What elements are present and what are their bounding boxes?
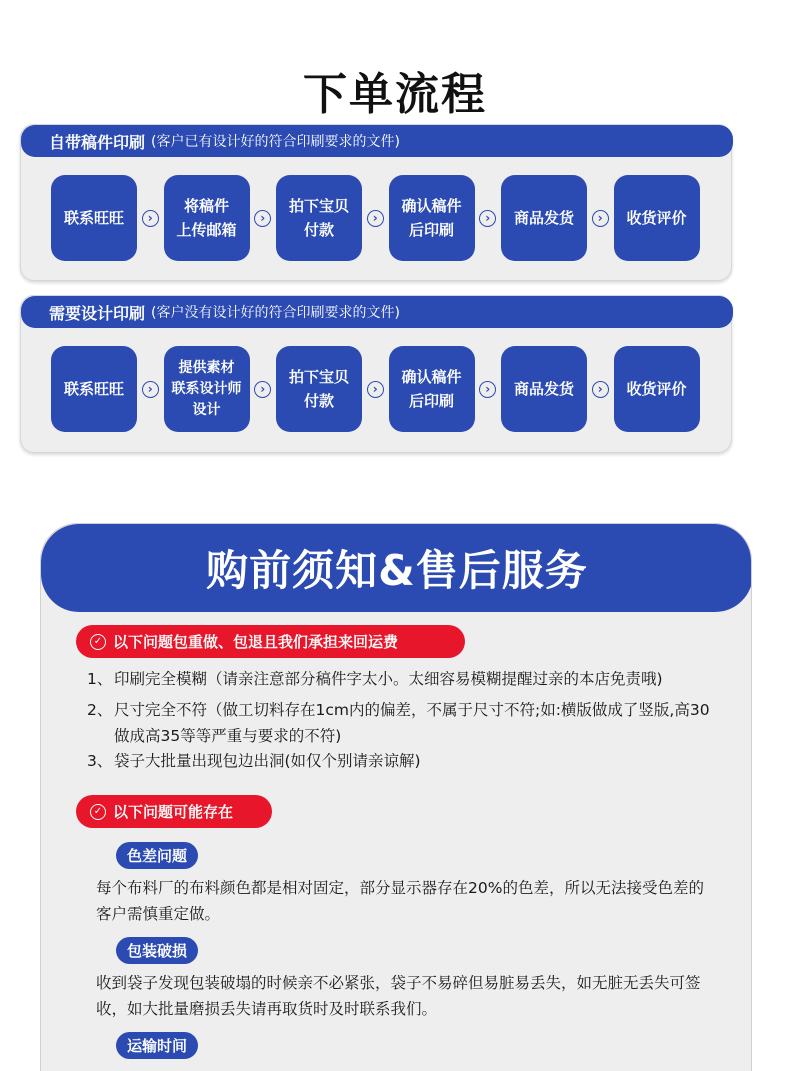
step-contact-wangwang: 联系旺旺 <box>51 346 137 432</box>
topic-tag-shipping-time: 运输时间 <box>116 1032 198 1059</box>
notice-header <box>41 524 752 612</box>
arrow-icon: › <box>137 381 164 398</box>
arrow-icon: › <box>475 210 502 227</box>
rule-text: 尺寸完全不符（做工切料存在1cm内的偏差，不属于尺寸不符;如:横版做成了竖版,高30做成高35等等严重与要求的不符) <box>114 701 710 745</box>
flow-note: (客户已有设计好的符合印刷要求的文件) <box>151 134 400 150</box>
page-title: 下单流程 <box>303 69 487 120</box>
notice-panel <box>40 523 752 1071</box>
arrow-icon: › <box>587 210 614 227</box>
flow-steps <box>51 346 700 432</box>
topic-text: 收到袋子发现包装破塌的时候亲不必紧张，袋子不易碎但易脏易丢失，如无脏无丢失可签收，如大批量磨损丢失请再取货时及时联系我们。 <box>96 974 701 1018</box>
step-ship: 商品发货 <box>501 346 587 432</box>
topic-tag-package-damage: 包装破损 <box>116 937 198 964</box>
rule-item <box>87 697 717 749</box>
rule-text: 袋子大批量出现包边出洞(如仅个别请亲谅解) <box>114 752 421 770</box>
flow-header <box>21 125 733 157</box>
flow-note: (客户没有设计好的符合印刷要求的文件) <box>151 305 400 321</box>
section-label-guarantee <box>76 625 465 658</box>
section-label-possible-issues <box>76 795 272 828</box>
step-ship: 商品发货 <box>501 175 587 261</box>
flow-panel-need-design <box>20 295 732 453</box>
arrow-icon: › <box>362 210 389 227</box>
check-circle-icon: ✓ <box>90 634 106 650</box>
step-confirm-print: 确认稿件 后印刷 <box>389 346 475 432</box>
rule-item <box>87 748 717 774</box>
step-upload-email: 将稿件 上传邮箱 <box>164 175 250 261</box>
check-circle-icon: ✓ <box>90 804 106 820</box>
arrow-icon: › <box>137 210 164 227</box>
section-label-text: 以下问题包重做、包退且我们承担来回运费 <box>113 633 399 651</box>
step-review: 收货评价 <box>614 346 700 432</box>
topic-text: 每个布料厂的布料颜色都是相对固定，部分显示器存在20%的色差，所以无法接受色差的客户需慎重定做。 <box>96 879 704 923</box>
arrow-icon: › <box>475 381 502 398</box>
step-provide-materials: 提供素材 联系设计师 设计 <box>164 346 250 432</box>
rule-item <box>87 666 717 692</box>
topic-tag-color-difference: 色差问题 <box>116 842 198 869</box>
flow-title: 需要设计印刷 <box>49 303 146 323</box>
rule-number: 3、 <box>87 752 113 770</box>
arrow-icon: › <box>587 381 614 398</box>
arrow-icon: › <box>250 381 277 398</box>
step-order-pay: 拍下宝贝 付款 <box>276 175 362 261</box>
flow-panel-own-files <box>20 124 732 281</box>
flow-title: 自带稿件印刷 <box>49 132 146 152</box>
section-label-text: 以下问题可能存在 <box>113 803 234 821</box>
notice-title: 购前须知&售后服务 <box>206 546 588 595</box>
rule-number: 2、 <box>87 701 113 719</box>
rule-text: 印刷完全模糊（请亲注意部分稿件字太小。太细容易模糊提醒过亲的本店免责哦) <box>114 670 663 688</box>
rule-number: 1、 <box>87 670 113 688</box>
step-contact-wangwang: 联系旺旺 <box>51 175 137 261</box>
step-order-pay: 拍下宝贝 付款 <box>276 346 362 432</box>
flow-steps <box>51 175 700 261</box>
arrow-icon: › <box>362 381 389 398</box>
step-review: 收货评价 <box>614 175 700 261</box>
arrow-icon: › <box>250 210 277 227</box>
flow-header <box>21 296 733 328</box>
step-confirm-print: 确认稿件 后印刷 <box>389 175 475 261</box>
